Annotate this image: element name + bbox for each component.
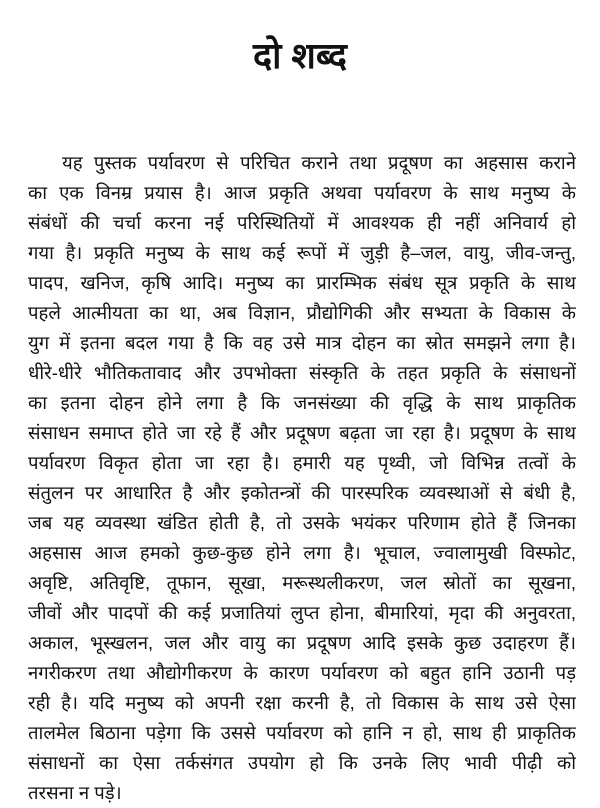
text-line: अहसास आज हमको कुछ-कुछ होने लगा है। भूचाल, ज्वालामुखी विस्फोट,	[28, 542, 576, 563]
text-line: पादप, खनिज, कृषि आदि। मनुष्य का प्रारम्भिक संबंध सूत्र प्रकृति के साथ	[28, 272, 576, 293]
text-line: गया है। प्रकृति मनुष्य के साथ कई रूपों में जुड़ी है–जल, वायु, जीव-जन्तु,	[28, 242, 576, 263]
text-line: अवृष्टि, अतिवृष्टि, तूफान, सूखा, मरूस्थलीकरण, जल स्रोतों का सूखना,	[28, 572, 576, 593]
text-line: का इतना दोहन होने लगा है कि जनसंख्या की वृद्धि के साथ प्राकृतिक	[28, 392, 576, 413]
text-line: पहले आत्मीयता का था, अब विज्ञान, प्रौद्योगिकी और सभ्यता के विकास के	[28, 302, 576, 323]
text-line: तरसना न पड़े।	[28, 782, 122, 803]
text-line: पर्यावरण विकृत होता जा रहा है। हमारी यह पृथ्वी, जो विभिन्न तत्वों के	[28, 452, 576, 473]
text-line: जब यह व्यवस्था खंडित होती है, तो उसके भयंकर परिणाम होते हैं जिनका	[28, 512, 576, 533]
body-paragraph	[28, 148, 576, 808]
text-line: युग में इतना बदल गया है कि वह उसे मात्र दोहन का स्रोत समझने लगा है।	[28, 332, 576, 353]
text-line: संसाधनों का ऐसा तर्कसंगत उपयोग हो कि उनके लिए भावी पीढ़ी को	[28, 752, 576, 773]
text-line: जीवों और पादपों की कई प्रजातियां लुप्त होना, बीमारियां, मृदा की अनुवरता,	[28, 602, 576, 623]
text-line: धीरे-धीरे भौतिकतावाद और उपभोक्ता संस्कृति के तहत प्रकृति के संसाधनों	[28, 362, 576, 383]
text-line: तालमेल बिठाना पड़ेगा कि उससे पर्यावरण को हानि न हो, साथ ही प्राकृतिक	[28, 722, 576, 743]
text-line: संसाधन समाप्त होते जा रहे हैं और प्रदूषण बढ़ता जा रहा है। प्रदूषण के साथ	[28, 422, 576, 443]
text-line: यह पुस्तक पर्यावरण से परिचित कराने तथा प्रदूषण का अहसास कराने	[62, 152, 576, 173]
text-line: नगरीकरण तथा औद्योगीकरण के कारण पर्यावरण को बहुत हानि उठानी पड़	[28, 662, 576, 683]
text-line: रही है। यदि मनुष्य को अपनी रक्षा करनी है, तो विकास के साथ उसे ऐसा	[28, 692, 576, 713]
text-line: अकाल, भूस्खलन, जल और वायु का प्रदूषण आदि इसके कुछ उदाहरण हैं।	[28, 632, 576, 653]
page-title: दो शब्द	[252, 35, 348, 76]
text-line: संतुलन पर आधारित है और इकोतन्त्रों की पारस्परिक व्यवस्थाओं से बंधी है,	[28, 482, 576, 503]
text-line: का एक विनम्र प्रयास है। आज प्रकृति अथवा पर्यावरण के साथ मनुष्य के	[28, 182, 576, 203]
text-line: संबंधों की चर्चा करना नई परिस्थितियों में आवश्यक ही नहीं अनिवार्य हो	[28, 212, 576, 233]
